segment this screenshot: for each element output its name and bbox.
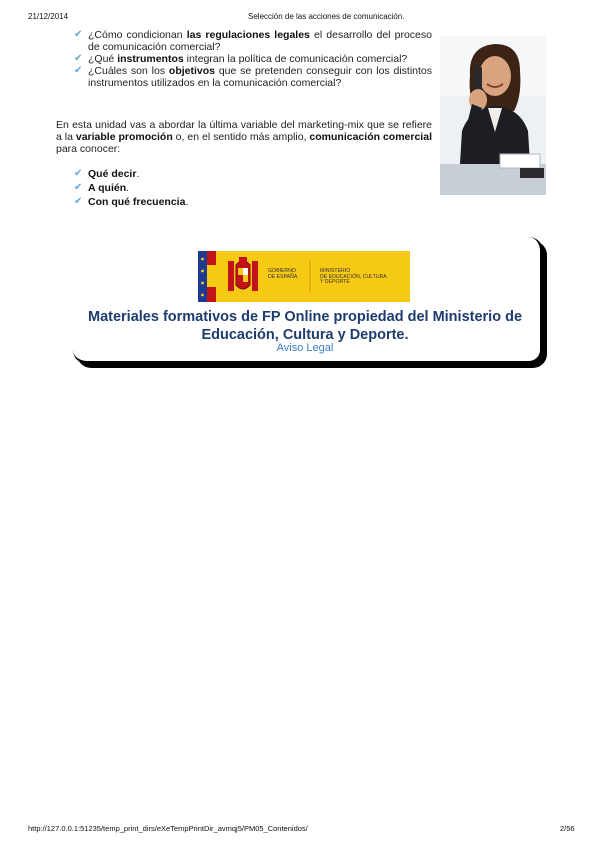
list-item: ✔ A quién. bbox=[74, 182, 130, 194]
checkmark-icon: ✔ bbox=[74, 168, 83, 179]
card-title: Materiales formativos de FP Online propiedad del Ministerio de Educación, Cultura y Deporte. bbox=[87, 309, 523, 343]
checkmark-icon: ✔ bbox=[74, 182, 83, 193]
list-item: ✔ ¿Cómo condicionan las regulaciones legales el desarrollo del proceso de comunicación comercial? bbox=[74, 29, 432, 53]
footer-url: http://127.0.0.1:51235/temp_print_dirs/eXeTempPrintDir_avmqj5/PM05_Contenidos/ bbox=[28, 824, 308, 833]
logo-text: DE ESPAÑA bbox=[268, 273, 298, 280]
list-item: ✔ Con qué frecuencia. bbox=[74, 196, 189, 208]
intro-paragraph: En esta unidad vas a abordar la última variable del marketing-mix que se refiere a la variable promoción o, en el sentido más amplio, comunicación comercial para conocer: bbox=[56, 119, 432, 155]
logo-text: DE EDUCACIÓN, CULTURA bbox=[320, 273, 387, 280]
logo-text: GOBIERNO bbox=[268, 268, 296, 274]
logo-text: MINISTERIO bbox=[320, 268, 351, 274]
header-title: Selección de las acciones de comunicación. bbox=[248, 12, 405, 21]
aims-list bbox=[74, 167, 188, 209]
page-number: 2/56 bbox=[560, 824, 575, 833]
list-item: ✔ Qué decir. bbox=[74, 168, 140, 180]
checkmark-icon: ✔ bbox=[74, 29, 83, 40]
legal-notice-link[interactable]: Aviso Legal bbox=[276, 342, 334, 354]
logo-text: Y DEPORTE bbox=[320, 279, 350, 286]
question-list bbox=[74, 29, 432, 89]
list-item: ✔ ¿Qué instrumentos integran la política de comunicación comercial? bbox=[74, 53, 408, 65]
list-item: ✔ ¿Cuáles son los objetivos que se pretenden conseguir con los distintos instrumentos utilizados en la comunicación comercial? bbox=[74, 65, 433, 89]
government-logo bbox=[198, 251, 410, 302]
header-date: 21/12/2014 bbox=[28, 12, 69, 21]
businesswoman-phone-photo bbox=[440, 36, 546, 195]
checkmark-icon: ✔ bbox=[74, 53, 83, 64]
checkmark-icon: ✔ bbox=[74, 65, 83, 76]
checkmark-icon: ✔ bbox=[74, 196, 83, 207]
